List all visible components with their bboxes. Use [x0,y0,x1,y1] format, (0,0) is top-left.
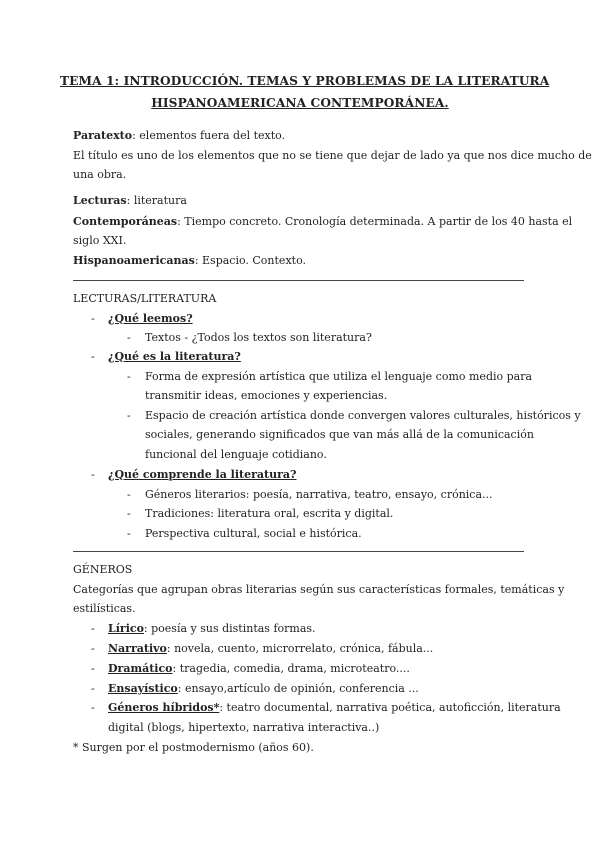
bullet-dash: - [127,488,131,501]
bullet-dash: - [127,527,131,540]
hispanoamericanas-term: Hispanoamericanas [73,254,195,267]
lecturas-term: Lecturas [73,194,127,207]
bullet-dash: - [91,312,95,325]
dramatico-definition: : tragedia, comedia, drama, microteatro.... [172,662,410,675]
titulo-text-line2: una obra. [73,168,127,181]
list-item: Textos - ¿Todos los textos son literatura? [145,331,372,344]
generos-description-line1: Categorías que agrupan obras literarias según sus características formales, temáticas y [73,583,565,596]
paratexto-term: Paratexto [73,129,133,142]
dramatico-term: Dramático [108,662,173,675]
hibridos-definition: : teatro documental, narrativa poética, autoficción, literatura [219,701,561,714]
bullet-dash: - [127,507,131,520]
genero-hibridos [108,701,561,715]
hispanoamericanas-definition: : Espacio. Contexto. [194,254,306,267]
lirico-term: Lírico [108,622,144,635]
bullet-dash: - [127,331,131,344]
bullet-dash: - [91,682,95,695]
list-item-continuation: sociales, generando significados que van más allá de la comunicación [145,428,534,441]
bullet-dash: - [91,662,95,675]
genero-narrativo [108,642,433,656]
narrativo-term: Narrativo [108,642,167,655]
generos-heading: GÉNEROS [73,563,133,576]
list-item-continuation: transmitir ideas, emociones y experiencias. [145,389,388,402]
list-item: Perspectiva cultural, social e histórica. [145,527,362,540]
contemporaneas-definition: : Tiempo concreto. Cronología determinada. A partir de los 40 hasta el [177,215,573,228]
footnote: * Surgen por el postmodernismo (años 60). [73,741,314,754]
generos-description-line2: estilísticas. [73,602,136,615]
question-que-es-literatura: ¿Qué es la literatura? [108,350,241,363]
ensayistico-definition: : ensayo,artículo de opinión, conferencia ... [177,682,419,695]
list-item-continuation: funcional del lenguaje cotidiano. [145,448,327,461]
list-item: Espacio de creación artística donde convergen valores culturales, históricos y [145,409,581,422]
ensayistico-term: Ensayístico [108,682,178,695]
lecturas-line [73,194,187,208]
paratexto-line [73,129,285,143]
contemporaneas-line [73,215,572,229]
titulo-text-line1: El título es uno de los elementos que no se tiene que dejar de lado ya que nos dice mucho de [73,149,592,162]
paratexto-definition: : elementos fuera del texto. [132,129,286,142]
lirico-definition: : poesía y sus distintas formas. [143,622,316,635]
bullet-dash: - [91,468,95,481]
list-item: Tradiciones: literatura oral, escrita y digital. [145,507,394,520]
page-title-line1: TEMA 1: INTRODUCCIÓN. TEMAS Y PROBLEMAS DE LA LITERATURA [60,74,550,88]
genero-ensayistico [108,682,419,696]
bullet-dash: - [91,701,95,714]
contemporaneas-line2: siglo XXI. [73,234,127,247]
list-item: Forma de expresión artística que utiliza el lenguaje como medio para [145,370,533,383]
lecturas-definition: : literatura [126,194,187,207]
bullet-dash: - [127,409,131,422]
contemporaneas-term: Contemporáneas [73,215,178,228]
section-divider [73,551,524,552]
hispanoamericanas-line [73,254,306,268]
bullet-dash: - [91,350,95,363]
hibridos-term: Géneros híbridos* [108,701,220,714]
question-que-comprende: ¿Qué comprende la literatura? [108,468,297,481]
hibridos-definition-line2: digital (blogs, hipertexto, narrativa interactiva..) [108,721,380,734]
narrativo-definition: : novela, cuento, microrrelato, crónica, fábula... [166,642,434,655]
genero-lirico [108,622,316,636]
bullet-dash: - [91,622,95,635]
genero-dramatico [108,662,410,676]
bullet-dash: - [91,642,95,655]
bullet-dash: - [127,370,131,383]
list-item: Géneros literarios: poesía, narrativa, teatro, ensayo, crónica... [145,488,493,501]
lecturas-heading: LECTURAS/LITERATURA [73,292,217,305]
question-que-leemos: ¿Qué leemos? [108,312,193,325]
page-title-line2: HISPANOAMERICANA CONTEMPORÁNEA. [151,96,449,110]
section-divider [73,280,524,281]
